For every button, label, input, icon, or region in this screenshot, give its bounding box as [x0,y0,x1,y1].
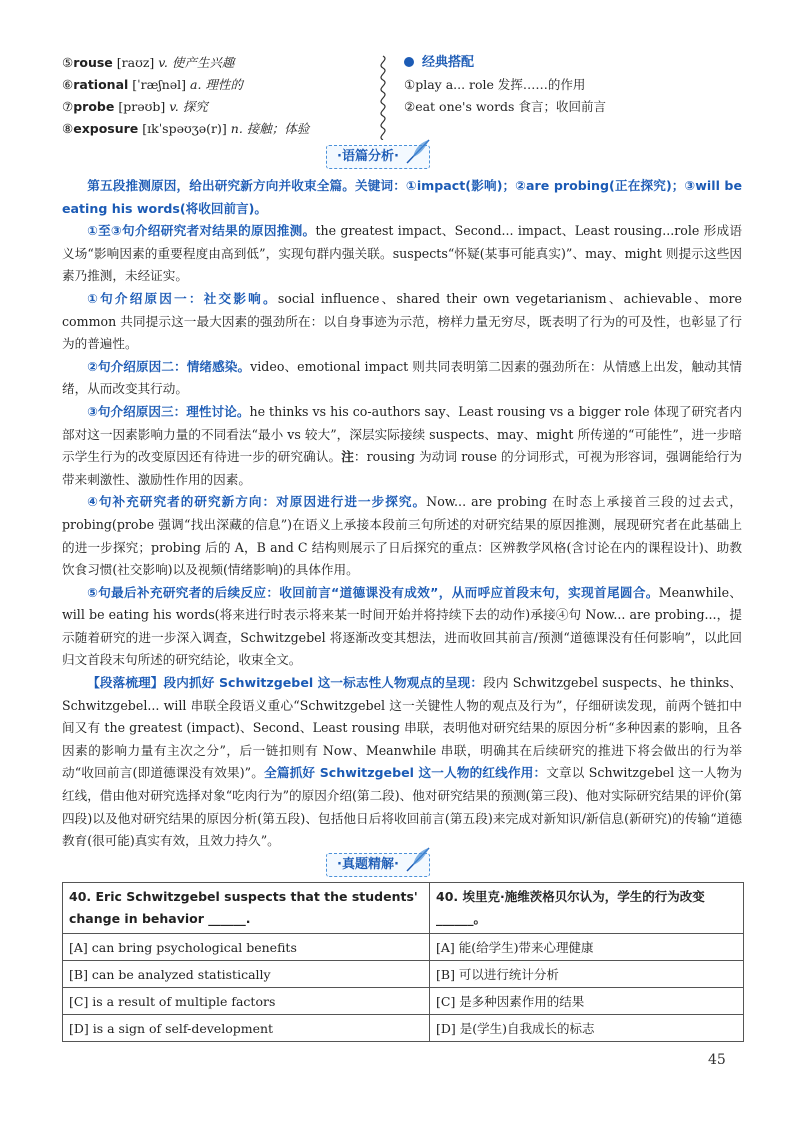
option-zh: [D] 是(学生)自我成长的标志 [430,1015,744,1042]
vocab-list [62,52,382,140]
option-row [63,988,744,1015]
vocab-item [62,74,382,96]
analysis-paragraph: ⑤句最后补充研究者的后续反应：收回前言“道德课没有成效”，从而呼应首段末句，实现首尾圆合。Meanwhile、will be eating his words(将来进行时表示将来某一时间开始并将持续下去的动作)承接④句 Now... are probing...，提示随着研究的进一步深入调查，Schwitzgebel 将逐渐改变其想法，进而收回其前言/预测“道德课没有任何影响”，以此回归文首段末句所述的研究结论，收束全文。 [62,584,743,668]
option-en: [B] can be analyzed statistically [63,961,430,988]
vocab-phonetic: [prəʊb] [118,99,166,114]
analysis-paragraph: ①句介绍原因一：社交影响。social influence、shared their own vegetarianism、achievable、more common 共同提示这一最大因素的强劲所在：以自身事迹为示范，榜样力量无穷尽，既表明了行为的可及性，也彰显了行为的普遍性。 [62,290,742,352]
option-en: [D] is a sign of self-development [63,1015,430,1042]
vocab-number: ⑧ [62,121,74,136]
vocab-item [62,52,382,74]
option-row [63,961,744,988]
feather-pen-icon [403,136,433,166]
section-badge-analysis: ·语篇分析· [326,145,430,169]
page-number: 45 [708,1052,726,1068]
vocab-phonetic: [raʊz] [116,55,155,70]
question-stem-en: 40. Eric Schwitzgebel suspects that the students' change in behavior ______. [63,883,430,934]
vocab-phonetic: [ˈræʃnəl] [132,77,187,92]
question-stem-zh: 40. 埃里克·施维茨格贝尔认为，学生的行为改变______。 [430,883,744,934]
option-zh: [B] 可以进行统计分析 [430,961,744,988]
option-zh: [A] 能(给学生)带来心理健康 [430,934,744,961]
feather-pen-icon [403,844,433,874]
vocab-definition: v. 使产生兴趣 [158,55,235,70]
vocab-item [62,96,382,118]
analysis-paragraph: ③句介绍原因三：理性讨论。he thinks vs his co-authors say、Least rousing vs a bigger role 体现了研究者内部对这一因素影响力量的不同看法“最小 vs 较大”，深层实际接续 suspects、may、might 所传递的“可能性”，进一步暗示学生行为的改变原因还有待进一步的研究确认。注：rousing 为动词 rouse 的分词形式，可视为形容词，强调能给行为带来刺激性、激励性作用的因素。 [62,403,743,487]
collocation-title: 经典搭配 [404,52,744,74]
option-zh: [C] 是多种因素作用的结果 [430,988,744,1015]
collocation-item: ②eat one's words 食言；收回前言 [404,99,606,114]
vocab-item [62,118,382,140]
vocab-number: ⑥ [62,77,74,92]
question-table [62,882,744,1042]
vocab-number: ⑤ [62,55,74,70]
vocab-word: exposure [73,121,139,136]
bullet-icon [404,57,414,67]
question-stem-row [63,883,744,934]
option-en: [C] is a result of multiple factors [63,988,430,1015]
vocab-definition: n. 接触；体验 [230,121,310,136]
analysis-paragraph: 【段落梳理】段内抓好 Schwitzgebel 这一标志性人物观点的呈现：段内 Schwitzgebel suspects、he thinks、Schwitzgebel... will 串联全段语义重心“Schwitzgebel 这一关键性人物的观点及行为”，仔细研读发现，前两个链扣中间又有 the greatest (impact)、Second、Least rousing 串联，表明他对研究结果的原因分析“多种因素的影响，且各因素的影响力量有主次之分”，后一链扣则有 Now、Meanwhile 串联，明确其在后续研究的推进下将会做出的行为举动“收回前言(即道德课没有效果)”。全篇抓好 Schwitzgebel 这一人物的红线作用：文章以 Schwitzgebel 这一人物为红线，借由他对研究选择对象“吃肉行为”的原因介绍(第二段)、他对研究结果的预测(第三段)、他对实际研究结果的评价(第四段)以及他对研究结果的原因分析(第五段)、包括他日后将收回前言(第五段)来完成对新知识/新信息(新研究)的传输“道德教育(很可能)真实有效，且效力持久”。 [62,675,742,849]
section-badge-question: ·真题精解· [326,853,430,877]
vocab-definition: a. 理性的 [190,77,243,92]
analysis-paragraph: ④句补充研究者的研究新方向：对原因进行进一步探究。Now... are probing 在时态上承接首三段的过去式，probing(probe 强调“找出深藏的信息”)在语义上承接本段前三句所述的对研究结果的原因推测，展现研究者在此基础上的进一步探究；probing 后的 A，B and C 结构则展示了日后探究的重点：区辨教学风格(含讨论在内的课程设计)、助教饮食习惯(社交影响)以及视频(情绪影响)的具体作用。 [62,494,742,578]
collocation-box [404,52,744,118]
vocab-word: probe [73,99,115,114]
note-label: 注 [341,449,354,465]
spiral-divider-icon [376,54,390,140]
option-en: [A] can bring psychological benefits [63,934,430,961]
vocab-word: rational [73,77,129,92]
analysis-paragraph: 第五段推测原因，给出研究新方向并收束全篇。关键词：①impact(影响)；②are probing(正在探究)；③will be eating his words(将收回前言)。 [62,178,742,216]
option-row [63,1015,744,1042]
analysis-text [62,175,742,853]
vocab-number: ⑦ [62,99,74,114]
analysis-paragraph: ②句介绍原因二：情绪感染。video、emotional impact 则共同表明第二因素的强劲所在：从情感上出发，触动其情绪，从而改变其行动。 [62,358,742,397]
vocab-definition: v. 探究 [169,99,208,114]
collocation-item: ①play a... role 发挥……的作用 [404,77,586,92]
option-row [63,934,744,961]
vocab-word: rouse [73,55,113,70]
vocab-phonetic: [ɪkˈspəʊʒə(r)] [142,121,227,136]
analysis-paragraph: ①至③句介绍研究者对结果的原因推测。the greatest impact、Second... impact、Least rousing...role 形成语义场“影响因素的重要程度由高到低”，实现句群内强关联。suspects“怀疑(某事可能真实)”、may、might 则提示这些因素乃推测，未经证实。 [62,223,743,284]
